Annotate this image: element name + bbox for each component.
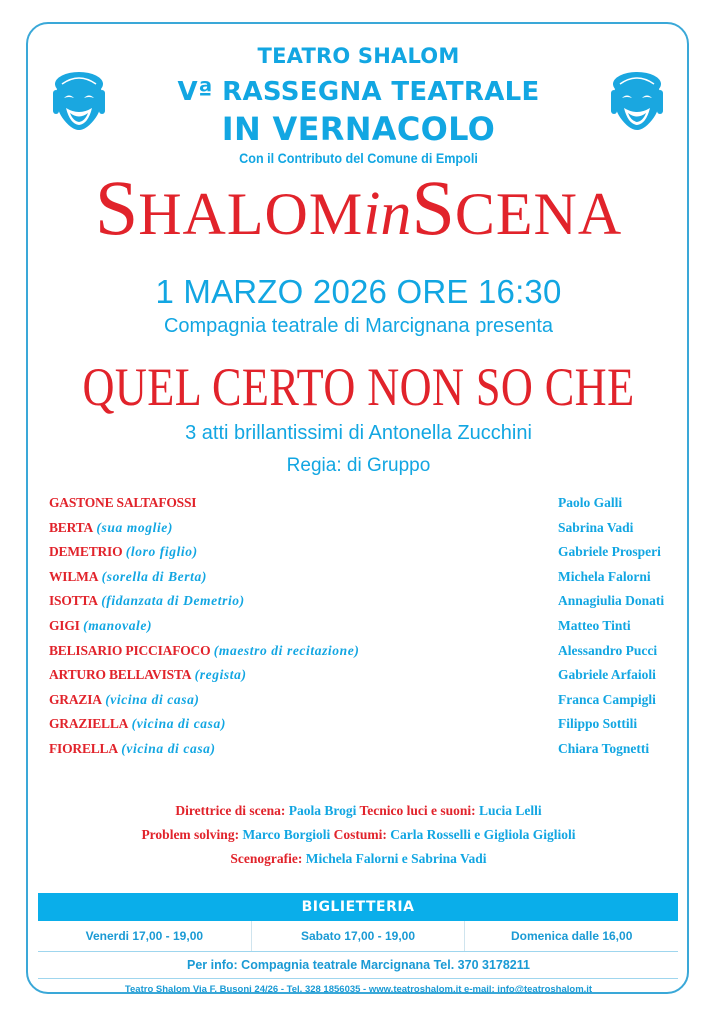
cast-list <box>49 495 669 766</box>
brand-logo <box>0 164 717 254</box>
actor-name: Michela Falorni <box>558 568 651 584</box>
character-name: DEMETRIO <box>49 544 123 560</box>
hours-friday: Venerdi 17,00 - 19,00 <box>38 921 252 951</box>
credit-person: Paola Brogi <box>288 803 357 818</box>
event-datetime: 1 MARZO 2026 ORE 16:30 <box>155 273 562 310</box>
festival-subtitle: IN VERNACOLO <box>221 110 496 148</box>
company-presents: Compagnia teatrale di Marcignana presenta <box>163 315 554 337</box>
character-description: (sorella di Berta) <box>101 568 207 584</box>
crew-credits-row <box>0 803 717 819</box>
credit-person: Michela Falorni e Sabrina Vadi <box>305 851 487 866</box>
character-name: GRAZIELLA <box>49 716 129 732</box>
character-name: ARTURO BELLAVISTA <box>49 667 192 683</box>
actor-name: Gabriele Prosperi <box>558 544 661 560</box>
cast-row <box>49 618 669 643</box>
credit-role: Tecnico luci e suoni: <box>356 803 479 818</box>
hours-saturday: Sabato 17,00 - 19,00 <box>252 921 466 951</box>
cast-row <box>49 495 669 520</box>
cast-row <box>49 544 669 569</box>
brand-initial-1: S <box>94 164 139 251</box>
crew-credits-row <box>0 851 717 867</box>
actor-name: Gabriele Arfaioli <box>558 667 656 683</box>
character-description: (vicina di casa) <box>131 716 226 732</box>
cast-row <box>49 667 669 692</box>
actor-name: Matteo Tinti <box>558 617 631 633</box>
actor-name: Chiara Tognetti <box>558 740 650 756</box>
character-description: (regista) <box>194 667 247 683</box>
character-name: BELISARIO PICCIAFOCO <box>49 642 211 658</box>
brand-word-mid: in <box>363 180 412 248</box>
character-name: FIORELLA <box>49 740 118 756</box>
cast-row <box>49 716 669 741</box>
venue-name: TEATRO SHALOM <box>257 44 460 68</box>
character-name: ISOTTA <box>49 593 98 609</box>
actor-name: Sabrina Vadi <box>558 519 634 535</box>
actor-name: Alessandro Pucci <box>558 642 658 658</box>
character-name: GRAZIA <box>49 691 102 707</box>
divider <box>38 978 678 979</box>
play-title: QUEL CERTO NON SO CHE <box>82 357 635 417</box>
cast-row <box>49 643 669 668</box>
character-name: GASTONE SALTAFOSSI <box>49 495 197 510</box>
venue-footer: Teatro Shalom Via F. Busoni 24/26 - Tel. 328 1856035 - www.teatroshalom.it e-mail: info@teatroshalom.it <box>124 984 593 995</box>
brand-initial-2: S <box>411 164 455 251</box>
actor-name: Franca Campigli <box>558 691 656 707</box>
ticket-office-title: BIGLIETTERIA <box>38 893 678 921</box>
cast-row <box>49 569 669 594</box>
character-name: GIGI <box>49 617 80 633</box>
sponsor-line: Con il Contributo del Comune di Empoli <box>239 150 478 166</box>
credit-role: Direttrice di scena: <box>175 803 289 818</box>
character-description: (manovale) <box>83 617 153 633</box>
crew-credits-row <box>0 827 717 843</box>
actor-name: Filippo Sottili <box>558 716 638 732</box>
actor-name: Annagiulia Donati <box>558 593 665 609</box>
character-description: (vicina di casa) <box>121 740 216 756</box>
credit-person: Lucia Lelli <box>478 803 542 818</box>
character-name: WILMA <box>49 568 99 584</box>
ticket-office-table <box>38 893 678 952</box>
cast-row <box>49 692 669 717</box>
character-description: (sua moglie) <box>96 519 173 535</box>
brand-word-1: HALOM <box>138 181 364 247</box>
character-name: BERTA <box>49 519 94 535</box>
character-description: (maestro di recitazione) <box>213 642 360 658</box>
cast-row <box>49 593 669 618</box>
credit-role: Scenografie: <box>230 851 306 866</box>
direction-credit: Regia: di Gruppo <box>286 455 431 476</box>
credit-person: Carla Rosselli e Gigliola Giglioli <box>390 827 576 842</box>
cast-row <box>49 520 669 545</box>
character-description: (loro figlio) <box>125 544 198 560</box>
festival-title: Vª RASSEGNA TEATRALE <box>177 77 540 107</box>
hours-sunday: Domenica dalle 16,00 <box>510 929 633 943</box>
character-description: (vicina di casa) <box>105 691 200 707</box>
actor-name: Paolo Galli <box>558 495 623 510</box>
play-subtitle: 3 atti brillantissimi di Antonella Zucchini <box>185 422 532 444</box>
credit-person: Marco Borgioli <box>242 827 331 842</box>
cast-row <box>49 741 669 766</box>
ticket-hours-row <box>38 921 678 952</box>
info-contact: Per info: Compagnia teatrale Marcignana Tel. 370 3178211 <box>187 958 530 972</box>
character-description: (fidanzata di Demetrio) <box>101 593 245 609</box>
credit-role: Costumi: <box>330 827 391 842</box>
credit-role: Problem solving: <box>141 827 243 842</box>
brand-word-2: CENA <box>454 181 623 247</box>
